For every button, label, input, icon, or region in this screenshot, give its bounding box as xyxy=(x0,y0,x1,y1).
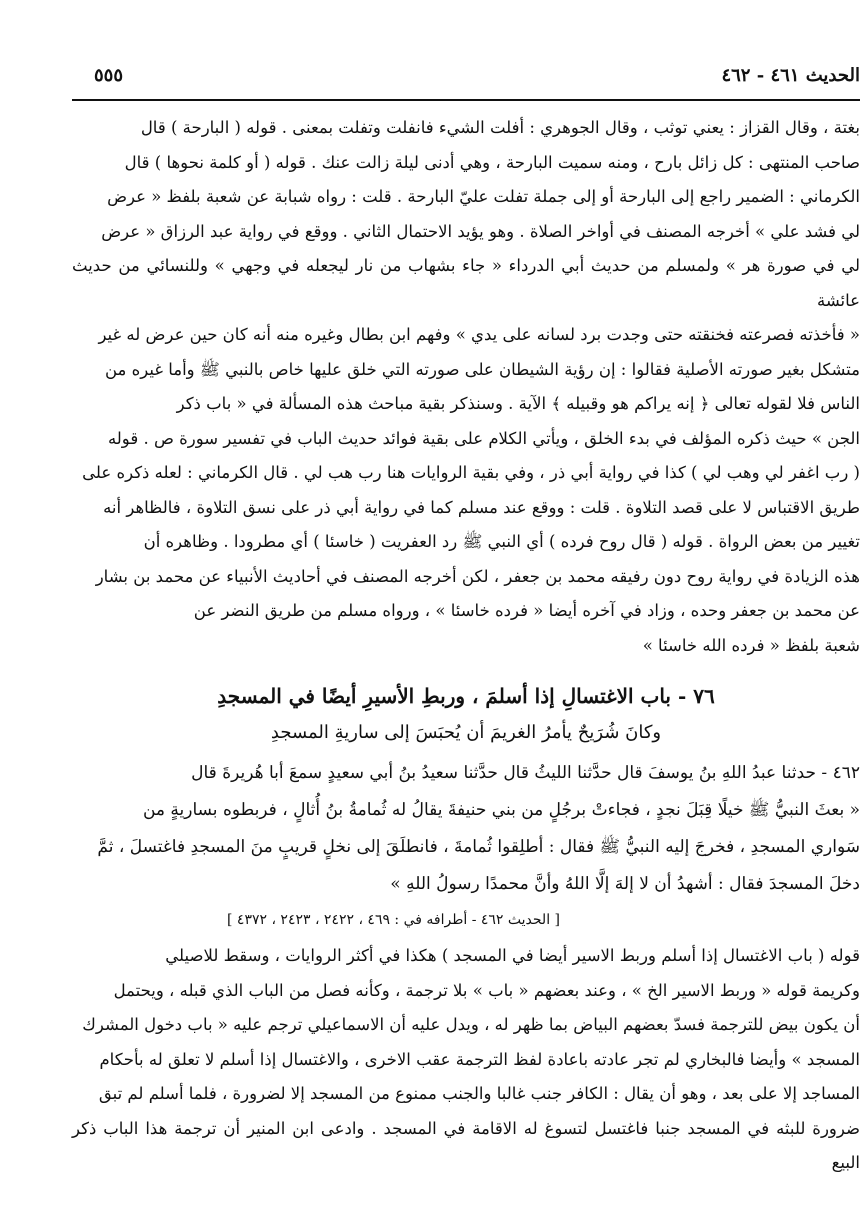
hadith-line: « بعثَ النبيُّ ﷺ خيلًا قِبَلَ نجدٍ ، فجاءتْ برجُلٍ من بني حنيفةَ يقالُ له ثُمامةُ بنُ أُثالٍ ، فربطوه بساريةٍ من xyxy=(142,800,860,820)
commentary-line: ( رب اغفر لي وهب لي ) كذا في رواية أبي ذر ، وفي بقية الروايات هنا رب هب لي . قال الكرماني : لعله ذكره على xyxy=(82,463,860,482)
commentary-line: لي فشد علي » أخرجه المصنف في أواخر الصلاة . وهو يؤيد الاحتمال الثاني . ووقع في رواية عبد الرزاق « عرض xyxy=(101,221,860,241)
hadith-line: دخلَ المسجدَ فقال : أشهدُ أن لا إلهَ إلَّا اللهُ وأنَّ محمدًا رسولُ اللهِ » xyxy=(390,874,860,894)
commentary-line: هذه الزيادة في رواية روح دون رفيقه محمد بن جعفر ، لكن أخرجه المصنف في أحاديث الأنبياء عن محمد بن بشار xyxy=(95,566,860,586)
commentary-line: المسجد » وأيضا فالبخاري لم تجر عادته باعادة لفظ الترجمة عقب الاخرى ، والاغتسال إذا أسلم لا تعلق له بأحكام xyxy=(99,1049,860,1069)
commentary-line: متشكل بغير صورته الأصلية فقالوا : إن رؤية الشيطان على صورته التي خلق عليها خاص بالنبي ﷺ وأما غيره من xyxy=(104,359,860,379)
book-page xyxy=(72,55,860,1181)
commentary-line: وكريمة قوله « وربط الاسير الخ » ، وعند بعضهم « باب » بلا ترجمة ، وكأنه فصل من الباب الذي قبله ، ويحتمل xyxy=(113,980,860,1000)
commentary-line: « فأخذته فصرعته فخنقته حتى وجدت برد لسانه على يدي » وفهم ابن بطال وغيره منه أنه كان حين عرض له غير xyxy=(98,325,860,344)
commentary-line: طريق الاقتباس لا على قصد التلاوة . قلت : ووقع عند مسلم كما في رواية أبي ذر على نسق التلاوة ، فالظاهر أنه xyxy=(103,497,860,517)
commentary-top xyxy=(72,111,860,663)
hadith-text xyxy=(72,755,860,903)
commentary-line: أن يكون بيض للترجمة فسدّ بعضهم البياض بما ظهر له ، ويدل عليه أن الاسماعيلي ترجم عليه « باب دخول المشرك xyxy=(82,1015,860,1034)
hadith-line: ٤٦٢ - حدثنا عبدُ اللهِ بنُ يوسفَ قال حدَّثنا الليثُ قال حدَّثنا سعيدُ بنُ أبي سعيدٍ سمعَ أبا هُريرةَ قال xyxy=(191,763,860,783)
commentary-bottom xyxy=(72,939,860,1181)
chapter-subheading: وكانَ شُرَيحٌ يأمرُ الغريمَ أن يُحبَسَ إلى ساريةِ المسجدِ xyxy=(270,722,662,743)
commentary-line: صاحب المنتهى : كل زائل بارح ، ومنه سميت البارحة ، وهي أدنى ليلة زالت عنك . قوله ( أو كلمة نحوها ) قال xyxy=(124,152,860,172)
commentary-line: بغتة ، وقال القزاز : يعني توثب ، وقال الجوهري : أفلت الشيء فانفلت وتفلت بمعنى . قوله ( البارحة ) قال xyxy=(140,118,860,137)
commentary-line: ضرورة للبثه في المسجد جنبا فاغتسل لتسوغ له الاقامة في المسجد . وادعى ابن المنير أن ترجمة هذا الباب ذكر البيع xyxy=(72,1118,860,1172)
page-header xyxy=(72,55,860,101)
commentary-line: شعبة بلفظ « فرده الله خاسئا » xyxy=(642,635,860,655)
page-number: ٥٥٥ xyxy=(94,65,124,86)
running-title: الحديث ٤٦١ - ٤٦٢ xyxy=(721,65,860,86)
commentary-line: تغيير من بعض الرواة . قوله ( قال روح فرده ) أي النبي ﷺ رد العفريت ( خاسئا ) أي مطرودا . وظاهره أن xyxy=(143,532,860,551)
commentary-line: لي في صورة هر » ولمسلم من حديث أبي الدرداء « جاء بشهاب من نار ليجعله في وجهي » وللنسائي من حديث عائشة xyxy=(72,256,860,310)
hadith-references: [ الحديث ٤٦٢ - أطرافه في : ٤٦٩ ، ٢٤٢٢ ، ٢٤٢٣ ، ٤٣٧٢ ] xyxy=(227,912,560,928)
commentary-line: الجن » حيث ذكره المؤلف في بدء الخلق ، ويأتي الكلام على بقية فوائد حديث الباب في تفسير سورة ص . قوله xyxy=(107,428,860,448)
commentary-line: المساجد إلا على بعد ، وهو أن يقال : الكافر جنب غالبا والجنب ممنوع من المسجد إلا لضرورة ، فلما أسلم لم تبق xyxy=(98,1084,860,1103)
hadith-line: سَواري المسجدِ ، فخرجَ إليه النبيُّ ﷺ فقال : أطلِقوا ثُمامةَ ، فانطلَقَ إلى نخلٍ قريبٍ منَ المسجدِ فاغتسلَ ، ثمَّ xyxy=(97,837,860,857)
commentary-line: قوله ( باب الاغتسال إذا أسلم وربط الاسير أيضا في المسجد ) هكذا في أكثر الروايات ، وسقط للاصيلي xyxy=(165,946,860,965)
chapter-heading: ٧٦ - باب الاغتسالِ إذا أسلمَ ، وربطِ الأسيرِ أيضًا في المسجدِ xyxy=(217,684,715,708)
commentary-line: الناس فلا لقوله تعالى ﴿ إنه يراكم هو وقبيله ﴾ الآية . وسنذكر بقية مباحث هذه المسألة في « باب ذكر xyxy=(176,394,860,413)
commentary-line: عن محمد بن جعفر وحده ، وزاد في آخره أيضا « فرده خاسئا » ، ورواه مسلم من طريق النضر عن xyxy=(193,601,860,620)
commentary-line: الكرماني : الضمير راجع إلى البارحة أو إلى جملة تفلت عليّ البارحة . قلت : رواه شبابة عن شعبة بلفظ « عرض xyxy=(107,187,860,206)
